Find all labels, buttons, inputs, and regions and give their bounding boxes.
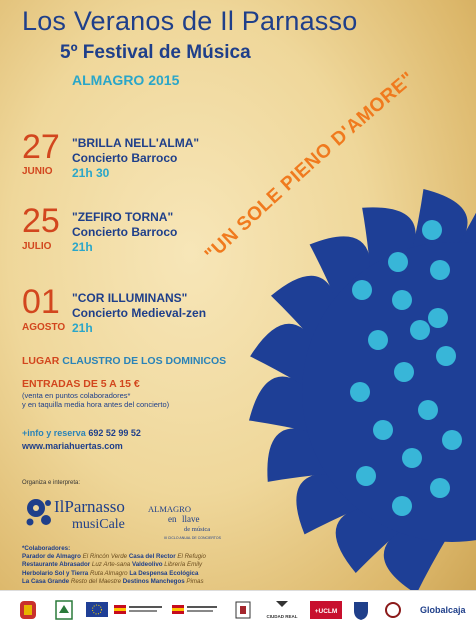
sun-dot	[388, 252, 408, 272]
sun-dot	[352, 280, 372, 300]
sponsor-name: Luz Arte-sana	[90, 561, 132, 569]
eu-flag-icon	[86, 599, 108, 621]
sponsor-line	[22, 578, 248, 586]
almagro-en: en	[168, 514, 177, 524]
almagro-musica: de música	[184, 526, 211, 533]
region-crest-icon	[54, 599, 74, 621]
sponsor-name: El Rincón Verde	[80, 553, 129, 561]
info-reservations	[22, 428, 141, 438]
parnasso-name: IlParnasso	[54, 497, 125, 516]
event-day: 27	[22, 128, 60, 166]
event-title: "BRILLA NELL'ALMA"	[72, 136, 200, 150]
website-link[interactable]: www.mariahuertas.com	[22, 441, 123, 451]
venue-label: LUGAR	[22, 355, 60, 367]
event-time: 21h	[72, 240, 93, 254]
event-month: JULIO	[22, 241, 52, 252]
tickets-note-1: (venta en puntos colaboradores*	[22, 391, 131, 400]
event-day: 25	[22, 202, 60, 240]
sun-dot	[392, 496, 412, 516]
crest-icon	[384, 599, 402, 621]
event-time: 21h	[72, 321, 93, 335]
sun-dot	[373, 420, 393, 440]
almagro-word: ALMAGRO	[148, 504, 191, 514]
uclm-logo	[310, 599, 342, 621]
sun-dot	[418, 400, 438, 420]
sponsor-name: La Casa Grande	[22, 577, 70, 585]
almagro-llave: llave	[182, 514, 200, 524]
sponsor-name: El Refugio	[175, 553, 206, 561]
sun-dot	[402, 448, 422, 468]
diputacion-logo	[262, 599, 302, 621]
sun-dot	[350, 382, 370, 402]
sun-dot	[356, 466, 376, 486]
castilla-la-mancha-icon	[232, 599, 254, 621]
il-parnasso-musicale-logo	[24, 490, 144, 534]
sponsor-line	[22, 553, 248, 561]
sun-dot	[368, 330, 388, 350]
sun-dot	[392, 290, 412, 310]
sponsor-name: Herbolario Sol y Tierra	[22, 569, 89, 577]
tickets-note-2: y en taquilla media hora antes del concierto)	[22, 400, 170, 409]
sun-dot	[410, 320, 430, 340]
sun-dot	[442, 430, 462, 450]
slogan: "UN SOLE PIENO D'AMORE"	[201, 68, 419, 266]
info-label: +info y reserva	[22, 428, 86, 438]
sponsor-name: Parador de Almagro	[22, 553, 81, 561]
venue	[22, 355, 226, 367]
government-logo-icon	[172, 599, 220, 621]
sun-dot	[428, 308, 448, 328]
sponsor-name: Resto del Maestre	[69, 577, 123, 585]
sponsor-name: Pimas	[184, 577, 204, 585]
sun-dot	[430, 260, 450, 280]
almagro-crest-icon	[18, 599, 38, 621]
sponsor-name: Librería Emily	[162, 561, 203, 569]
tickets-label: ENTRADAS	[22, 378, 81, 390]
tickets-value: DE 5 A 15 €	[83, 378, 140, 390]
shield-icon	[352, 599, 370, 621]
almagro-ciclo: III CICLO ANUAL DE CONCIERTOS	[164, 536, 221, 540]
sun-dot	[422, 220, 442, 240]
title-part2: Il Parnasso	[220, 6, 358, 36]
event-type: Concierto Barroco	[72, 151, 178, 165]
ministry-logo-icon	[114, 599, 164, 621]
almagro-en-llave-logo	[148, 502, 260, 542]
festival-place: ALMAGRO 2015	[72, 72, 180, 88]
parnasso-sub: musiCale	[72, 517, 125, 532]
event-month: JUNIO	[22, 166, 53, 177]
sponsor-line	[22, 561, 248, 569]
sponsor-logos-bar	[0, 590, 476, 632]
festival-name: 5º Festival de Música	[60, 42, 251, 63]
sponsor-name: Ruta Almagro	[88, 569, 130, 577]
event-month: AGOSTO	[22, 322, 66, 333]
venue-value: CLAUSTRO DE LOS DOMINICOS	[62, 355, 227, 367]
info-phone: 692 52 99 52	[88, 428, 141, 438]
title-part1: Los Veranos de	[22, 6, 221, 36]
sun-dot	[394, 362, 414, 382]
event-type: Concierto Barroco	[72, 225, 178, 239]
sponsors-list	[22, 545, 248, 586]
sun-dot	[430, 478, 450, 498]
poster-title	[22, 6, 357, 37]
globalcaja-logo: Globalcaja	[420, 605, 466, 615]
sponsor-name: Destinos Manchegos	[122, 577, 185, 585]
event-title: "COR ILLUMINANS"	[72, 291, 188, 305]
sponsor-name: Casa del Rector	[128, 553, 176, 561]
event-type: Concierto Medieval-zen	[72, 306, 207, 320]
event-day: 01	[22, 283, 60, 321]
svg-text:+UCLM: +UCLM	[314, 608, 338, 615]
tickets	[22, 378, 140, 390]
colab-header: *Colaboradores:	[22, 545, 71, 552]
sponsor-line	[22, 570, 248, 578]
event-time: 21h 30	[72, 166, 110, 180]
sponsor-name: Restaurante Abrasador	[22, 561, 91, 569]
organizer-label: Organiza e interpreta:	[22, 480, 81, 486]
sun-dot	[436, 346, 456, 366]
sponsor-name: La Despensa Ecológica	[129, 569, 199, 577]
svg-text:CIUDAD REAL: CIUDAD REAL	[266, 614, 298, 619]
sponsor-name: Valdeolivo	[131, 561, 163, 569]
event-title: "ZEFIRO TORNA"	[72, 210, 174, 224]
